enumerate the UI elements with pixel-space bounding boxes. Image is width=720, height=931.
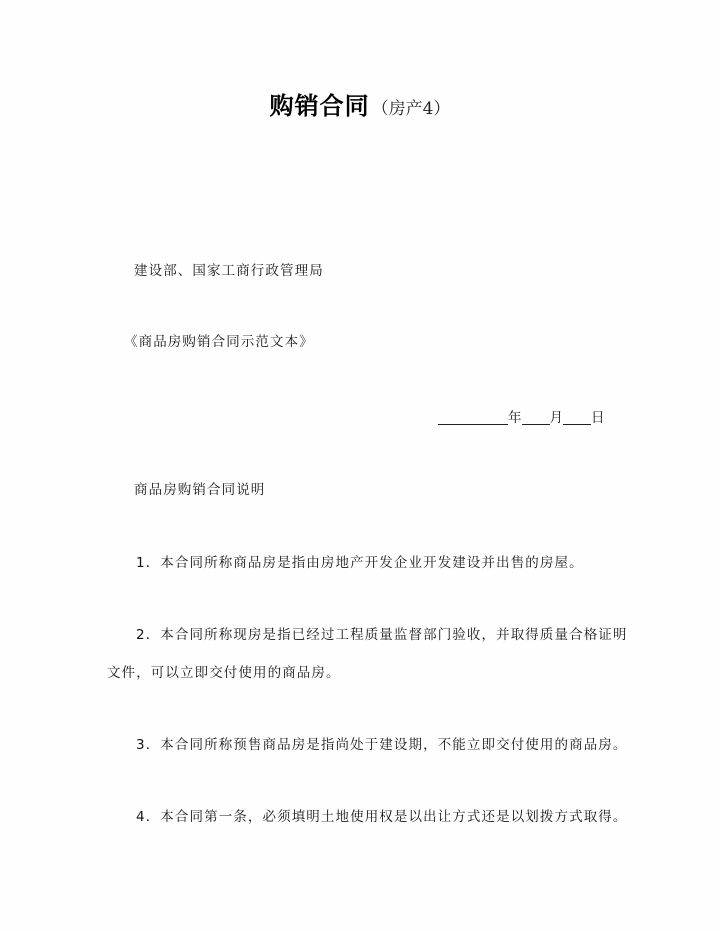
list-item-1 xyxy=(136,554,584,572)
item-text: 本合同所称商品房是指由房地产开发企业开发建设并出售的房屋。 xyxy=(160,555,584,571)
month-label: 月 xyxy=(549,410,563,426)
item-text: 本合同所称预售商品房是指尚处于建设期，不能立即交付使用的商品房。 xyxy=(160,737,628,753)
item-number: 2． xyxy=(136,627,161,643)
date-line xyxy=(438,409,605,427)
item-text: 本合同第一条，必须填明土地使用权是以出让方式还是以划拨方式取得。 xyxy=(160,809,628,825)
month-blank[interactable] xyxy=(522,410,550,425)
year-label: 年 xyxy=(508,410,522,426)
title-main: 购销合同 xyxy=(269,92,370,120)
section-heading: 商品房购销合同说明 xyxy=(134,482,266,498)
issuer-line: 建设部、国家工商行政管理局 xyxy=(134,263,324,279)
day-blank[interactable] xyxy=(563,410,591,425)
item-number: 1． xyxy=(136,555,161,571)
list-item-3 xyxy=(136,736,628,754)
list-item-4 xyxy=(136,808,628,826)
day-label: 日 xyxy=(591,410,605,426)
item-number: 3． xyxy=(136,737,161,753)
document-title xyxy=(0,86,720,121)
template-name-line: 《商品房购销合同示范文本》 xyxy=(124,334,314,350)
item-number: 4． xyxy=(136,809,161,825)
item-text: 本合同所称现房是指已经过工程质量监督部门验收，并取得质量合格证明 xyxy=(160,627,628,643)
list-item-2-continuation: 文件，可以立即交付使用的商品房。 xyxy=(107,665,341,681)
list-item-2 xyxy=(136,626,628,644)
title-suffix: （房产4） xyxy=(371,99,451,119)
year-blank[interactable] xyxy=(438,410,508,425)
